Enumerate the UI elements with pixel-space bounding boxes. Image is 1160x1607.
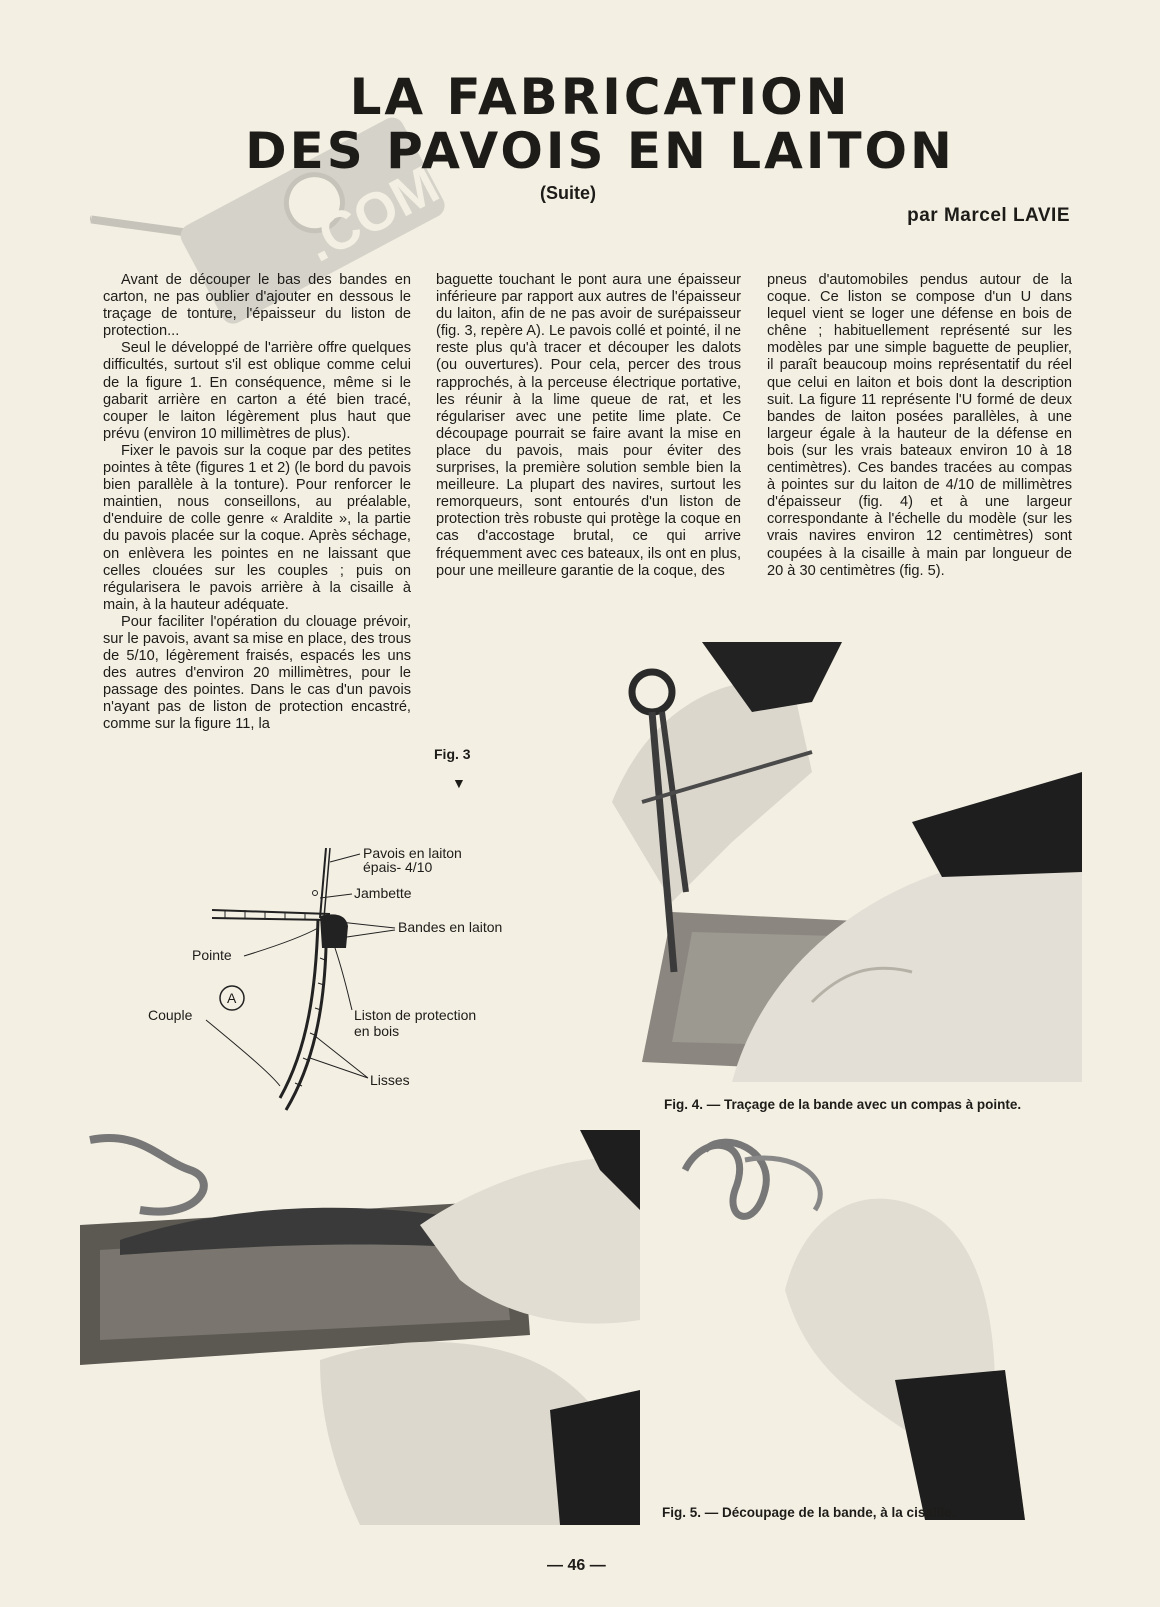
col3-paragraph: pneus d'automobiles pendus autour de la coque. Ce liston se compose d'un U dans lequel vient se loger une défense en bois de chêne ; habituellement représenté sur les modèles par une simple baguette de peuplier, il paraît beaucoup moins représentatif du réel que celui en laiton et bois dont la description suit. La figure 11 représente l'U formé de deux bandes de laiton posées parallèles, à une largeur égale à la hauteur de la défense en bois (sur les vrais bateaux environ 10 à 18 centimètres). Ces bandes tracées au compas à pointes sur du laiton de 4/10 de millimètres d'épaisseur (fig. 4) et à une largeur correspondante à l'échelle du modèle (sur les vrais navires environ 12 centimètres) sont coupées à la cisaille à main par longueur de 20 à 30 centimètres (fig. 5). bbox=[767, 272, 1072, 579]
article-suite: (Suite) bbox=[540, 183, 596, 203]
fig4-caption: Fig. 4. — Traçage de la bande avec un compas à pointe. bbox=[664, 1097, 1022, 1112]
fig5-photo bbox=[80, 1130, 640, 1525]
article-byline: par Marcel LAVIE bbox=[907, 205, 1070, 226]
fig3-label-couple: Couple bbox=[148, 1007, 193, 1023]
fig3-diagram bbox=[140, 848, 560, 1130]
fig5-caption: Fig. 5. — Découpage de la bande, à la cisaille. bbox=[662, 1505, 956, 1520]
text-column-3 bbox=[767, 272, 1072, 580]
article-title bbox=[240, 70, 960, 178]
col2-paragraph: baguette touchant le pont aura une épaisseur inférieure par rapport aux autres de l'épaisseur du laiton, afin de ne pas avoir de surépaisseur (fig. 3, repère A). Le pavois collé et pointé, il ne reste plus qu'à tracer et découper les dalots (ou ouvertures). Pour cela, percer des trous rapprochés, à la perceuse électrique portative, les réunir à la lime queue de rat, et les régulariser avec une petite lime plate. Ce découpage pourrait se faire avant la mise en place du pavois, mais pour éviter des surprises, la première solution semble bien la meilleure. La plupart des navires, surtout les remorqueurs, sont entourés d'un liston de protection très robuste qui protège la coque en cas d'accostage brutal, ce qui arrive fréquemment avec ces bateaux, ils ont en plus, pour une meilleure garantie de la coque, des bbox=[436, 272, 742, 579]
fig3-label-pavois-1: Pavois en laiton bbox=[363, 848, 462, 861]
page-number: — 46 — bbox=[547, 1557, 606, 1574]
fig4-photo bbox=[612, 642, 1082, 1082]
fig3-label: Fig. 3 bbox=[434, 746, 471, 762]
title-line-1: LA FABRICATION bbox=[349, 68, 851, 126]
col1-paragraph-4: Pour faciliter l'opération du clouage prévoir, sur le pavois, avant sa mise en place, des trous de 5/10, légèrement fraisés, espacés les uns des autres d'environ 20 millimètres, pour le passage des pointes. Dans le cas d'un pavois n'ayant pas de liston de protection encastré, comme sur la figure 11, la bbox=[103, 613, 411, 733]
col1-paragraph-3: Fixer le pavois sur la coque par des petites pointes à tête (figures 1 et 2) (le bord du pavois bien parallèle à la tonture). Pour renforcer le maintien, nous conseillons, au préalable, d'enduire de colle genre « Araldite », la partie du pavois placée sur la coque. Après séchage, on enlèvera les pointes en ne laissant que celles clouées sur les couples ; puis on régularisera le pavois arrière à la cisaille à main, à la hauteur adéquate. bbox=[103, 442, 411, 613]
title-line-2: DES PAVOIS EN LAITON bbox=[245, 122, 955, 180]
fig5-curl-photo bbox=[665, 1130, 1090, 1520]
text-column-1 bbox=[103, 272, 411, 734]
fig3-label-jambette: Jambette bbox=[354, 885, 412, 901]
fig3-label-pavois-2: épais- 4/10 bbox=[363, 859, 433, 875]
col1-paragraph-2: Seul le développé de l'arrière offre quelques difficultés, surtout s'il est oblique comme celui de la figure 1. En conséquence, même si le gabarit arrière en carton a été bien tracé, couper le laiton légèrement plus haut que prévu (environ 10 millimètres de plus). bbox=[103, 340, 411, 442]
fig3-label-lisses: Lisses bbox=[370, 1072, 410, 1088]
fig3-label-pointe: Pointe bbox=[192, 947, 232, 963]
fig3-label-bandes: Bandes en laiton bbox=[398, 919, 503, 935]
fig3-label-repere: A bbox=[227, 990, 237, 1006]
fig3-label-liston-2: en bois bbox=[354, 1023, 400, 1039]
col1-paragraph-1: Avant de découper le bas des bandes en carton, ne pas oublier d'ajouter en dessous le traçage de tonture, l'épaisseur du liston de protection... bbox=[103, 272, 411, 340]
text-column-2 bbox=[436, 272, 741, 580]
fig3-arrow: ▼ bbox=[452, 775, 466, 791]
fig3-label-liston-1: Liston de protection bbox=[354, 1007, 477, 1023]
watermark-text: .COM bbox=[295, 154, 449, 274]
